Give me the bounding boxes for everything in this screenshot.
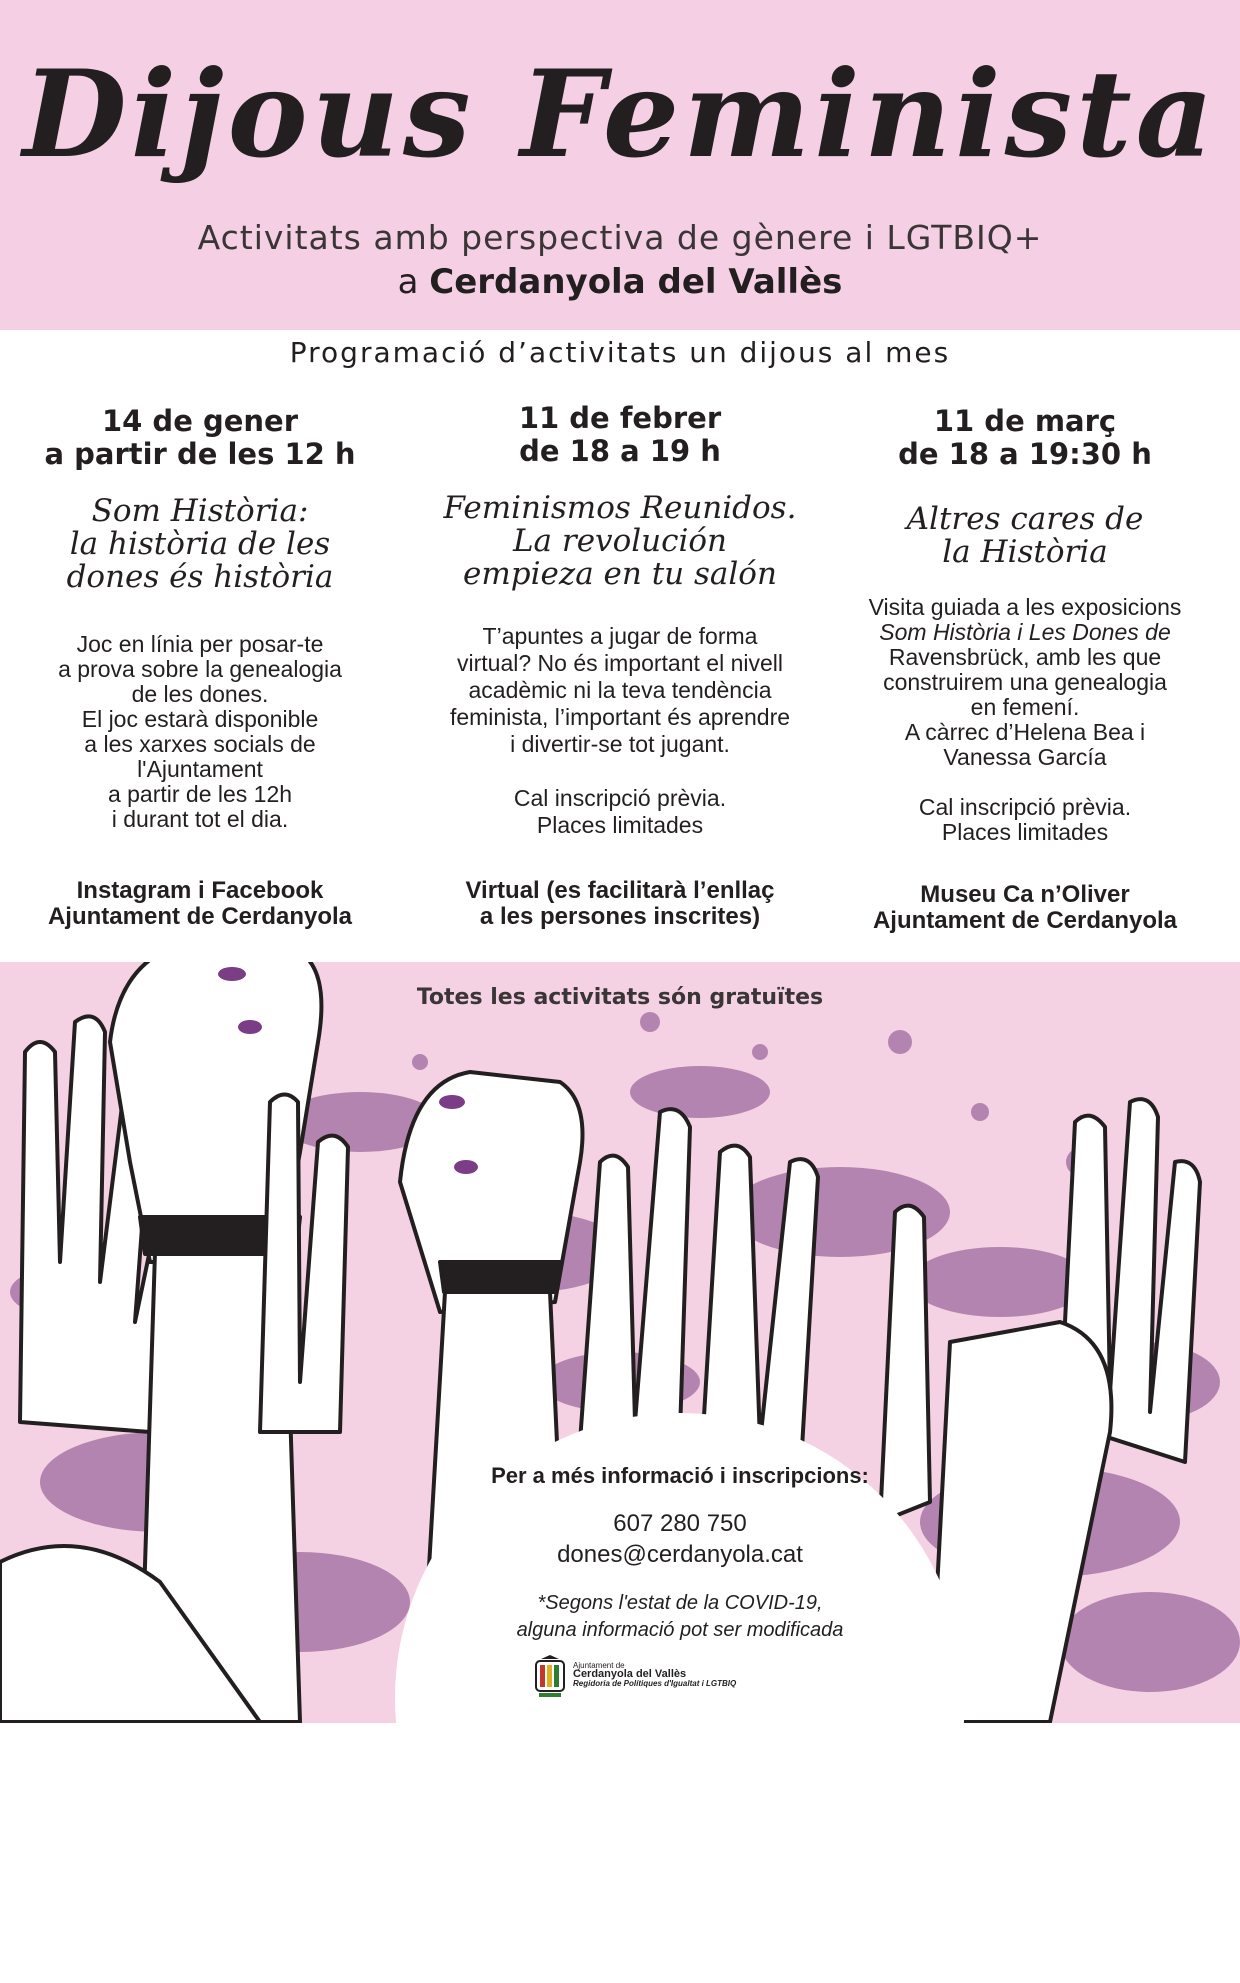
ajuntament-logo — [533, 1655, 763, 1701]
event-date: 14 de gener — [101, 404, 299, 438]
event-note: Cal inscripció prèvia. — [918, 794, 1132, 820]
event-place: Virtual (es facilitarà l’enllaç a les persones inscrites) — [465, 877, 775, 930]
info-email: dones@cerdanyola.cat — [557, 1541, 803, 1568]
event-description: Visita guiada a les exposicions Som Història i Les Dones de Ravensbrück, amb les que construirem una genealogia en femení. A càrrec d’Helena Bea i Vanessa García Cal inscripció prèvia. Places limitades — [835, 595, 1215, 845]
poster-subtitle: Activitats amb perspectiva de gènere i LGTBIQ+ — [197, 218, 1043, 257]
program-label: Programació d’activitats un dijous al mes — [289, 336, 951, 369]
poster-title: Dijous Feminista — [22, 44, 1218, 185]
logo-text: Ajuntament de Cerdanyola del Vallès Regidoria de Polítiques d'Igualtat i LGTBIQ — [573, 1661, 737, 1688]
event-date: 11 de març — [933, 404, 1117, 438]
event-place: Museu Ca n’Oliver Ajuntament de Cerdanyola — [872, 881, 1178, 934]
event-time: de 18 a 19 h — [519, 434, 721, 468]
event-column-2 — [430, 401, 810, 930]
event-note: Cal inscripció prèvia. — [513, 785, 727, 811]
free-activities-label: Totes les activitats són gratuïtes — [416, 985, 824, 1010]
event-title: Altres cares de la Història — [906, 501, 1144, 570]
event-title: Som Història: la història de les dones és història — [66, 493, 334, 595]
info-phone: 607 280 750 — [613, 1510, 747, 1537]
event-column-3 — [835, 404, 1215, 934]
event-description: T’apuntes a jugar de forma virtual? No és important el nivell acadèmic ni la teva tendència feminista, l’important és aprendre i divertir-se tot jugant. Cal inscripció prèvia. Places limitades — [430, 623, 810, 839]
event-title: Feminismos Reunidos. La revolución empieza en tu salón — [443, 490, 797, 592]
event-column-1 — [10, 404, 390, 930]
info-title: Per a més informació i inscripcions: — [491, 1463, 869, 1488]
event-note: Places limitades — [536, 812, 704, 838]
location-prefix: a — [397, 262, 419, 302]
header-band — [0, 0, 1240, 330]
event-time: de 18 a 19:30 h — [898, 437, 1152, 471]
event-note: Places limitades — [941, 819, 1109, 845]
poster-location — [0, 262, 1240, 302]
location-name: Cerdanyola del Vallès — [429, 262, 843, 302]
covid-notice: *Segons l'estat de la COVID-19, alguna informació pot ser modificada — [516, 1592, 844, 1641]
event-description: Joc en línia per posar-te a prova sobre la genealogia de les dones. El joc estarà disponible a les xarxes socials de l'Ajuntament a partir de les 12h i durant tot el dia. — [58, 631, 342, 832]
event-date: 11 de febrer — [518, 401, 722, 435]
coat-of-arms-icon — [533, 1655, 567, 1699]
event-time: a partir de les 12 h — [44, 437, 356, 471]
event-place: Instagram i Facebook Ajuntament de Cerdanyola — [47, 877, 353, 930]
